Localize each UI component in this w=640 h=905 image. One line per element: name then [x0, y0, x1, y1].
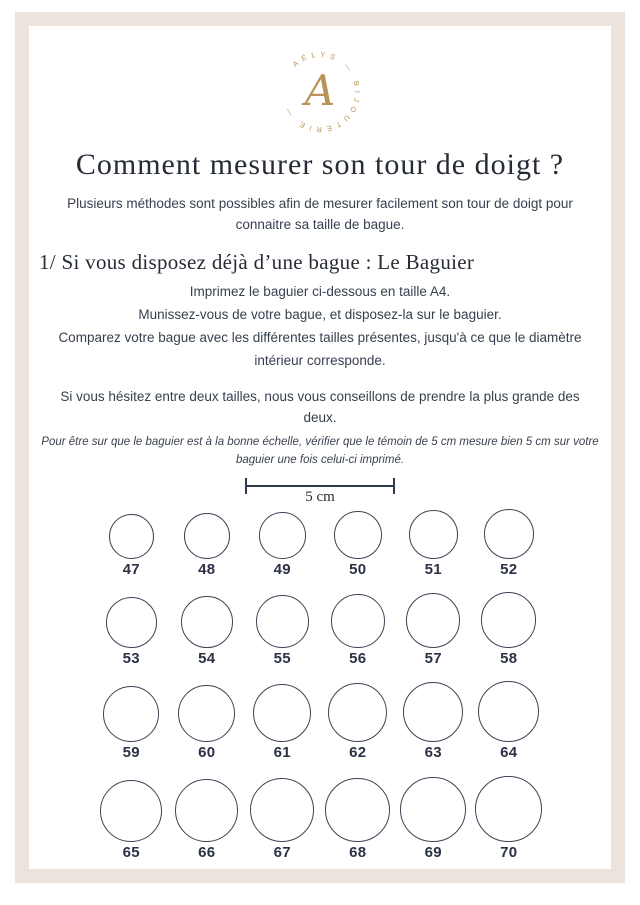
ring-size-label: 60: [198, 744, 216, 762]
ring-circle-55: [256, 595, 309, 648]
ring-size-label: 57: [424, 649, 442, 667]
page-frame: [15, 12, 625, 883]
ring-size-cell: [396, 510, 472, 579]
step-compare: Comparez votre bague avec les différentes tailles présentes, jusqu'à ce que le diamètre intérieur corresponde.: [58, 329, 582, 368]
ring-size-cell: [320, 594, 396, 668]
ring-sizer-document: [29, 26, 611, 869]
ring-size-cell: [169, 513, 245, 579]
ring-circle-64: [478, 681, 539, 742]
ring-size-cell: [245, 684, 321, 763]
ring-size-label: 58: [500, 649, 518, 667]
ring-size-label: 59: [122, 744, 140, 762]
ring-size-cell: [471, 681, 547, 763]
ring-size-cell: [471, 592, 547, 668]
ring-size-cell: [396, 682, 472, 763]
ruler-right-tick: [393, 478, 395, 494]
ring-size-label: 51: [424, 560, 442, 578]
ring-circle-63: [403, 682, 463, 742]
ring-sizer: [29, 509, 611, 863]
ring-size-label: 65: [122, 844, 140, 862]
ring-size-label: 68: [349, 844, 367, 862]
ruler-line: [245, 485, 395, 487]
ring-circle-56: [331, 594, 385, 648]
ring-sizer-row: [29, 681, 611, 763]
ring-size-label: 64: [500, 744, 518, 762]
ring-circle-67: [250, 778, 314, 842]
step-place-ring: Munissez-vous de votre bague, et disposez-la sur le baguier.: [138, 306, 502, 322]
ring-circle-61: [253, 684, 311, 742]
ring-circle-53: [106, 597, 157, 648]
ring-size-label: 55: [273, 649, 291, 667]
ruler-left-tick: [245, 478, 247, 494]
ring-size-label: 47: [122, 560, 140, 578]
ring-circle-51: [409, 510, 458, 559]
ring-circle-54: [181, 596, 233, 648]
ring-circle-58: [481, 592, 536, 647]
ring-size-cell: [320, 511, 396, 579]
ring-size-cell: [169, 779, 245, 863]
ring-size-label: 48: [198, 560, 216, 578]
ring-circle-66: [175, 779, 238, 842]
brand-logo: [274, 46, 366, 138]
ring-circle-52: [484, 509, 534, 559]
ring-size-label: 52: [500, 560, 518, 578]
advice-text: Si vous hésitez entre deux tailles, nous vous conseillons de prendre la plus grande des deux.: [60, 388, 580, 425]
ring-sizer-row: [29, 509, 611, 579]
ring-sizer-row: [29, 776, 611, 863]
ruler-label: 5 cm: [305, 488, 335, 505]
ring-circle-47: [109, 514, 154, 559]
ring-size-cell: [471, 776, 547, 863]
ring-size-cell: [396, 777, 472, 863]
ring-circle-50: [334, 511, 382, 559]
ring-size-label: 62: [349, 744, 367, 762]
ring-circle-69: [400, 777, 466, 843]
intro-text: Plusieurs méthodes sont possibles afin de mesurer facilement son tour de doigt pour connaitre sa taille de bague.: [67, 196, 573, 232]
ring-size-label: 66: [198, 844, 216, 862]
ring-size-cell: [320, 683, 396, 763]
ring-circle-60: [178, 685, 235, 742]
ring-size-label: 53: [122, 649, 140, 667]
ring-size-label: 61: [273, 744, 291, 762]
ring-size-cell: [396, 593, 472, 668]
ring-circle-59: [103, 686, 159, 742]
logo-ring-text: AÉLYS — BIJOUTERIE —: [280, 49, 363, 135]
scale-note: Pour être sur que le baguier est à la bonne échelle, vérifier que le témoin de 5 cm mesure bien 5 cm sur votre baguier une fois celui-ci imprimé.: [41, 436, 599, 466]
ring-size-label: 49: [273, 560, 291, 578]
ring-size-cell: [245, 512, 321, 579]
ring-size-label: 50: [349, 560, 367, 578]
ring-size-label: 67: [273, 844, 291, 862]
scale-witness: [29, 485, 611, 506]
section-heading: 1/ Si vous disposez déjà d’une bague : Le Baguier: [39, 249, 475, 274]
step-print: Imprimez le baguier ci-dessous en taille A4.: [189, 283, 451, 299]
ring-size-cell: [94, 780, 170, 863]
page-title: Comment mesurer son tour de doigt ?: [75, 148, 565, 181]
ring-size-cell: [94, 514, 170, 579]
instruction-steps: [46, 281, 594, 373]
ring-size-cell: [245, 595, 321, 668]
ring-size-cell: [94, 597, 170, 668]
ring-size-cell: [94, 686, 170, 763]
ring-circle-70: [475, 776, 542, 843]
ring-size-label: 69: [424, 844, 442, 862]
ring-size-label: 54: [198, 649, 216, 667]
ring-sizer-row: [29, 592, 611, 668]
ring-circle-49: [259, 512, 306, 559]
logo-monogram: A: [304, 65, 336, 115]
ring-circle-68: [325, 778, 390, 843]
ring-circle-65: [100, 780, 162, 842]
ring-size-cell: [169, 685, 245, 763]
ring-size-label: 56: [349, 649, 367, 667]
ring-size-cell: [471, 509, 547, 579]
ring-size-cell: [245, 778, 321, 863]
ring-size-label: 63: [424, 744, 442, 762]
ring-size-label: 70: [500, 844, 518, 862]
ring-size-cell: [169, 596, 245, 668]
ring-circle-48: [184, 513, 230, 559]
ring-size-cell: [320, 778, 396, 863]
ring-circle-62: [328, 683, 387, 742]
ring-circle-57: [406, 593, 460, 647]
